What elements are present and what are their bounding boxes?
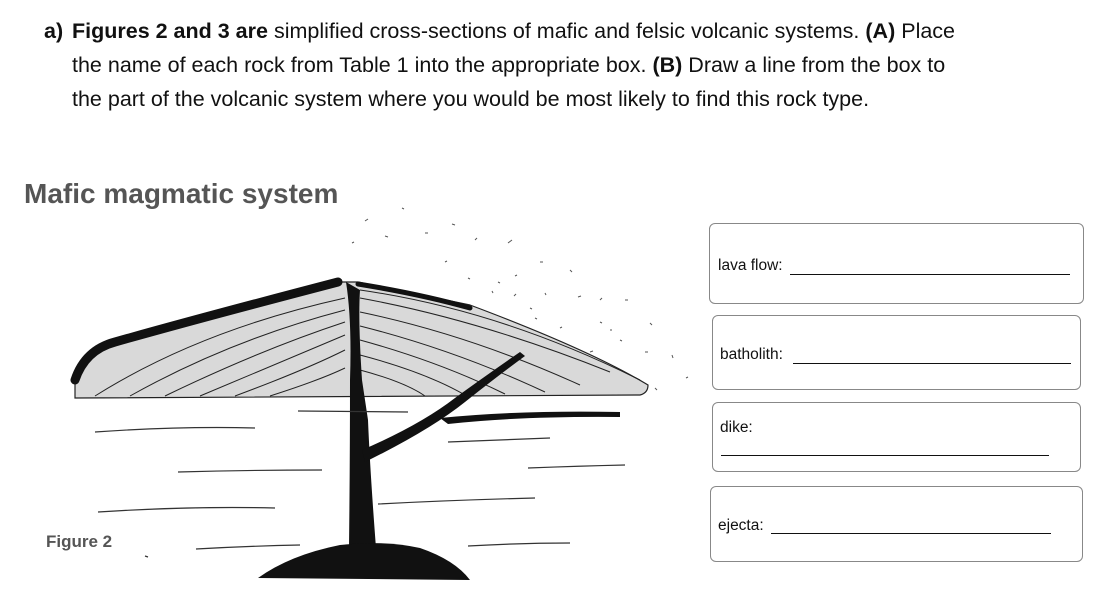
question-line1: simplified cross-sections of mafic and felsic volcanic systems.: [267, 19, 866, 43]
dike-answer-line[interactable]: [721, 455, 1049, 456]
answer-box-dike[interactable]: [712, 402, 1081, 472]
batholith-answer-line[interactable]: [793, 363, 1071, 364]
system-title: Mafic magmatic system: [24, 178, 339, 209]
figure-label: Figure 2: [46, 532, 113, 551]
question-line2: the name of each rock from Table 1 into the appropriate box.: [72, 53, 653, 77]
sill-branch-horizontal: [440, 412, 620, 424]
batholith-mound: [258, 543, 470, 580]
question-line3: the part of the volcanic system where you would be most likely to find this rock type.: [72, 87, 870, 111]
part-b-label: (B): [652, 53, 683, 77]
answer-box-ejecta[interactable]: [710, 486, 1083, 562]
question-bold-intro: Figures 2 and 3 are: [72, 19, 268, 43]
lava-flow-label: lava flow:: [718, 257, 783, 274]
answer-box-batholith[interactable]: [712, 315, 1081, 390]
question-line1-end: Place: [895, 19, 956, 43]
ejecta-label: ejecta:: [718, 517, 764, 534]
question-label: a): [44, 19, 64, 43]
ejecta-answer-line[interactable]: [771, 533, 1051, 534]
lava-flow-answer-line[interactable]: [790, 274, 1070, 275]
dike-label: dike:: [720, 419, 753, 436]
batholith-label: batholith:: [720, 346, 783, 363]
answer-box-lava-flow[interactable]: [709, 223, 1084, 304]
question-line2-end: Draw a line from the box to: [682, 53, 946, 77]
part-a-label: (A): [865, 19, 896, 43]
